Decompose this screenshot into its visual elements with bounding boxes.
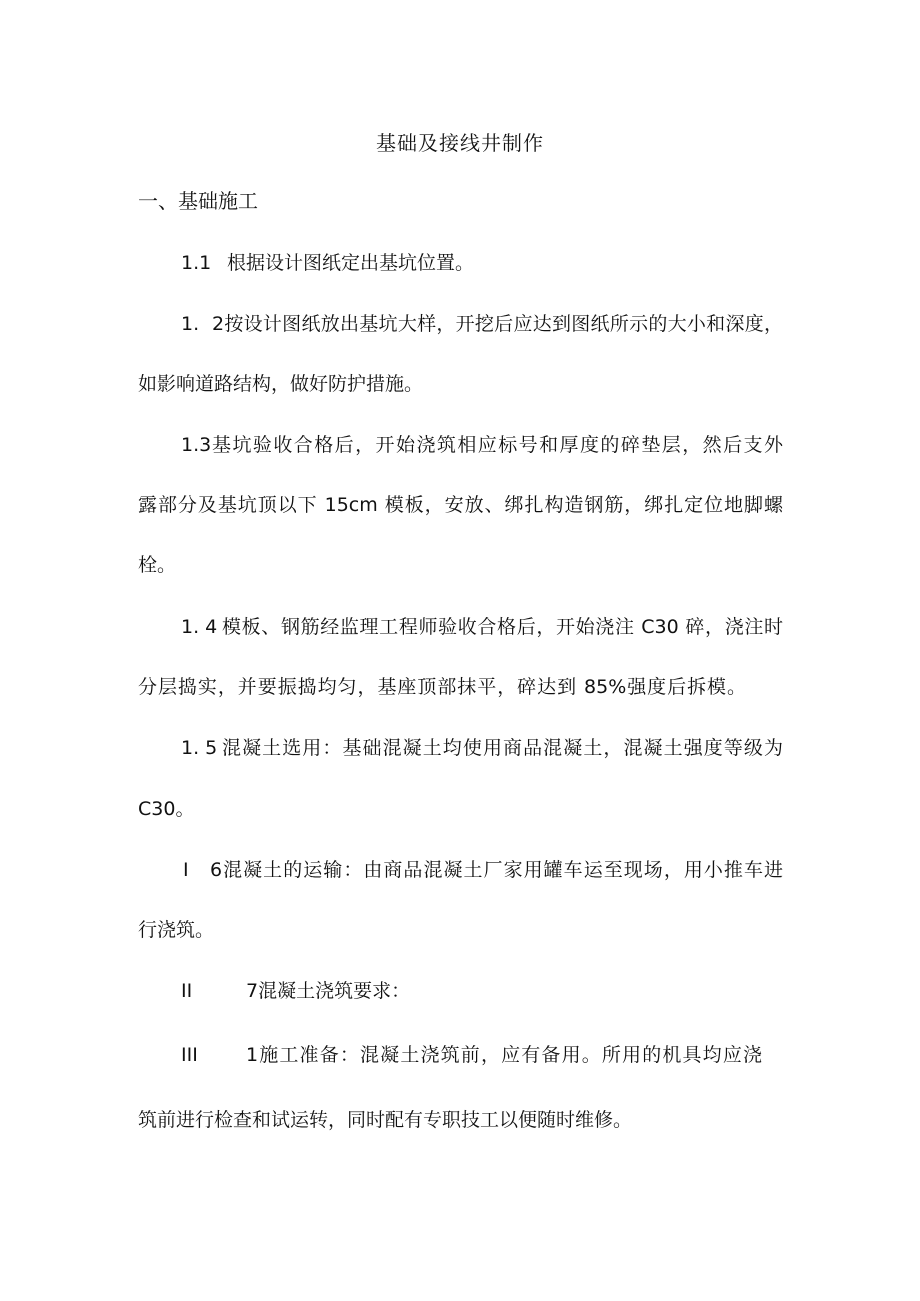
paragraph-line: 6混凝土的运输：由商品混凝土厂家用罐车运至现场，用小推车进: [210, 859, 783, 881]
paragraph-line: 根据设计图纸定出基坑位置。: [227, 252, 475, 274]
paragraph-line: 如影响道路结构，做好防护措施。: [138, 373, 424, 395]
item-number: 1.1: [181, 252, 212, 274]
paragraph-line: 模板、钢筋经监理工程师验收合格后，开始浇注 C30 碎，浇注时: [222, 616, 783, 638]
item-number: III: [181, 1044, 198, 1066]
paragraph-line: 行浇筑。: [138, 919, 215, 941]
paragraph-line: C30。: [138, 798, 195, 820]
item-number: 1. 5: [181, 737, 218, 759]
item-number: I: [183, 859, 189, 881]
paragraph-line: 露部分及基坑顶以下 15cm 模板，安放、绑扎构造钢筋，绑扎定位地脚螺: [138, 494, 783, 516]
item-number: 1.3: [181, 434, 212, 456]
paragraph-line: 1施工准备：混凝土浇筑前，应有备用。所用的机具均应浇: [246, 1044, 762, 1066]
paragraph-line: 2按设计图纸放出基坑大样，开挖后应达到图纸所示的大小和深度，: [212, 313, 783, 335]
paragraph-line: 栓。: [138, 554, 177, 576]
section-heading: 一、基础施工: [138, 189, 258, 213]
document-title: 基础及接线井制作: [376, 131, 544, 155]
item-number: 1.: [181, 313, 200, 335]
paragraph-line: 7混凝土浇筑要求：: [246, 980, 411, 1002]
paragraph-line: 筑前进行检查和试运转，同时配有专职技工以便随时维修。: [138, 1109, 633, 1131]
paragraph-line: 混凝土选用：基础混凝土均使用商品混凝土，混凝土强度等级为: [222, 737, 783, 759]
item-number: II: [181, 980, 193, 1002]
paragraph-line: 基坑验收合格后，开始浇筑相应标号和厚度的碎垫层，然后支外: [212, 434, 783, 456]
paragraph-line: 分层捣实，并要振捣均匀，基座顶部抹平，碎达到 85%强度后拆模。: [138, 676, 746, 698]
item-number: 1. 4: [181, 616, 218, 638]
